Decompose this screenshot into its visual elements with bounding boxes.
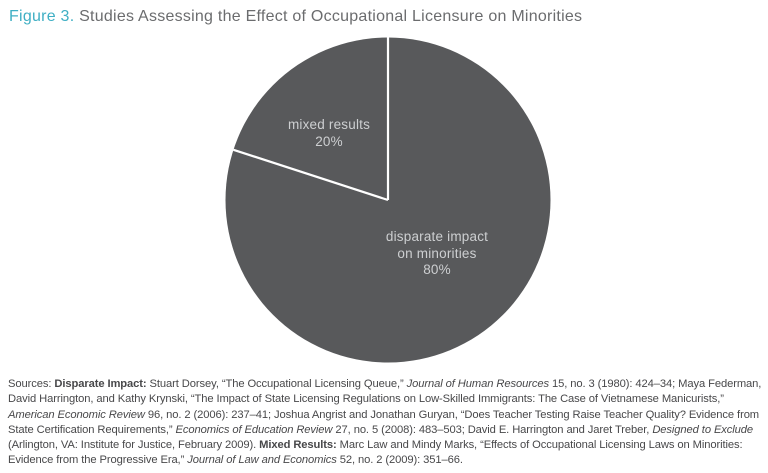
pie-slice-label-disparate-impact — [347, 229, 527, 279]
sources-note: Sources: Disparate Impact: Stuart Dorsey, “The Occupational Licensing Queue,” Journal of Human Resources 15, no. 3 (1980): 424–34; Maya Federman, David Harrington, and Kathy Krynski, “The Impact of State Licensing Regulations on Low-Skilled Immigrants: The Case of Vietnamese Manicurists,” American Economic Review 96, no. 2 (2006): 237–41; Joshua Angrist and Jonathan Guryan, “Does Teacher Testing Raise Teacher Quality? Evidence from State Certification Requirements,” Economics of Education Review 27, no. 5 (2008): 483–503; David E. Harrington and Jaret Treber, Designed to Exclude (Arlington, VA: Institute for Justice, February 2009). Mixed Results: Marc Law and Mindy Marks, “Effects of Occupational Licensing Laws on Minorities: Evidence from the Progressive Era,” Journal of Law and Economics 52, no. 2 (2009): 351–66. — [8, 378, 762, 467]
figure-number-label: Figure 3. — [9, 8, 75, 25]
pie-chart — [224, 36, 552, 364]
pie-slice-label-mixed-results — [249, 117, 409, 150]
slice-label-text: disparate impact — [385, 229, 489, 244]
slice-label-text: on minorities — [397, 245, 477, 261]
figure-title-text: Studies Assessing the Effect of Occupational Licensure on Minorities — [79, 8, 583, 25]
slice-label-text: mixed results — [287, 117, 371, 132]
pie-svg — [224, 36, 552, 364]
slice-percent-text: 20% — [315, 133, 343, 149]
figure-title — [9, 7, 582, 26]
slice-percent-text: 80% — [423, 262, 451, 277]
